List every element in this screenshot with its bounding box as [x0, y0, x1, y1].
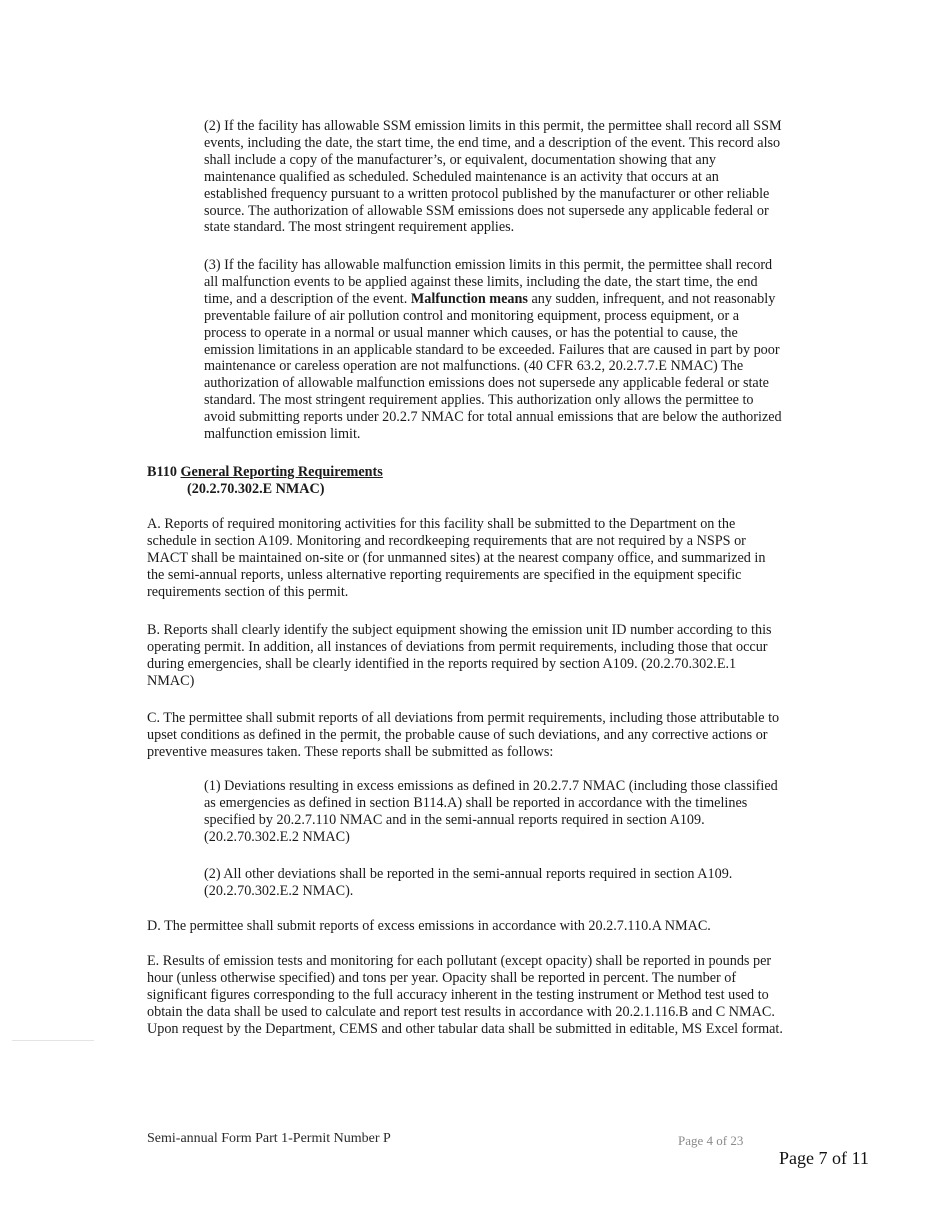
malfunction-records-paragraph	[204, 257, 782, 443]
malfunction-text-start: (3) If the facility has allowable malfunction emission limits in this permit, the permittee shall record all malfunction events to be applied against these limits, including the date, the start time, the end time, and a description of the event.	[204, 257, 773, 307]
reporting-item-a: A. Reports of required monitoring activities for this facility shall be submitted to the Department on the schedule in section A109. Monitoring and recordkeeping requirements that are not required by a NSPS or MACT shall be maintained on-site or (for unmanned sites) at the nearest company office, and summarized in the semi-annual reports, unless alternative reporting requirements are specified in the equipment specific requirements section of this permit.	[147, 516, 766, 600]
footer-inner-page-number: Page 4 of 23	[678, 1133, 744, 1148]
malfunction-text-end: any sudden, infrequent, and not reasonably preventable failure of air pollution control and monitoring equipment, process equipment, or a process to operate in a normal or usual manner which causes, or has the potential to cause, the emission limitations in an applicable standard to be exceeded. Failures that are caused in part by poor maintenance or careless operation are not malfunctions. (40 CFR 63.2, 20.2.7.7.E NMAC) The authorization of allowable malfunction emissions does not supersede any applicable federal or state standard. The most stringent requirement applies. This authorization only allows the permittee to avoid submitting reports under 20.2.7 NMAC for total annual emissions that are below the authorized malfunction emission limit.	[204, 290, 782, 443]
reporting-item-b: B. Reports shall clearly identify the subject equipment showing the emission unit ID number according to this operating permit. In addition, all instances of deviations from permit requirements, including those that occur during emergencies, shall be clearly identified in the reports required by section A109. (20.2.70.302.E.1 NMAC)	[147, 622, 772, 689]
footer-form-label: Semi-annual Form Part 1-Permit Number P	[147, 1131, 391, 1146]
section-number: B110	[147, 464, 181, 480]
reporting-item-c: C. The permittee shall submit reports of all deviations from permit requirements, including those attributable to upset conditions as defined in the permit, the probable cause of such deviations, and any corrective actions or preventive measures taken. These reports shall be submitted as follows:	[147, 710, 780, 760]
reporting-item-c1: (1) Deviations resulting in excess emissions as defined in 20.2.7.7 NMAC (including those classified as emergencies as defined in section B114.A) shall be reported in accordance with the timelines specified by 20.2.7.110 NMAC and in the semi-annual reports required in section A109. (20.2.70.302.E.2 NMAC)	[204, 778, 778, 845]
footer-outer-page-number: Page 7 of 11	[779, 1148, 869, 1168]
scan-artifact-line	[12, 1040, 94, 1041]
reporting-item-e: E. Results of emission tests and monitoring for each pollutant (except opacity) shall be reported in pounds per hour (unless otherwise specified) and tons per year. Opacity shall be reported in percent. The number of significant figures corresponding to the full accuracy inherent in the testing instrument or Method test used to obtain the data shall be used to calculate and report test results in accordance with 20.2.1.116.B and C NMAC. Upon request by the Department, CEMS and other tabular data shall be submitted in editable, MS Excel format.	[147, 953, 783, 1037]
ssm-records-paragraph: (2) If the facility has allowable SSM emission limits in this permit, the permittee shall record all SSM events, including the date, the start time, the end time, and a description of the event. This record also shall include a copy of the manufacturer’s, or equivalent, documentation showing that any maintenance qualified as scheduled. Scheduled maintenance is an activity that occurs at an established frequency pursuant to a written protocol published by the manufacturer or other reliable source. The authorization of allowable SSM emissions does not supersede any applicable federal or state standard. The most stringent requirement applies.	[204, 118, 782, 236]
section-heading	[147, 464, 383, 498]
malfunction-definition-term: Malfunction means	[410, 290, 528, 307]
reporting-item-c2: (2) All other deviations shall be reported in the semi-annual reports required in section A109. (20.2.70.302.E.2 NMAC).	[204, 866, 733, 899]
section-title: General Reporting Requirements	[180, 464, 383, 480]
reporting-item-d: D. The permittee shall submit reports of excess emissions in accordance with 20.2.7.110.A NMAC.	[147, 918, 711, 934]
section-citation: (20.2.70.302.E NMAC)	[187, 481, 325, 497]
